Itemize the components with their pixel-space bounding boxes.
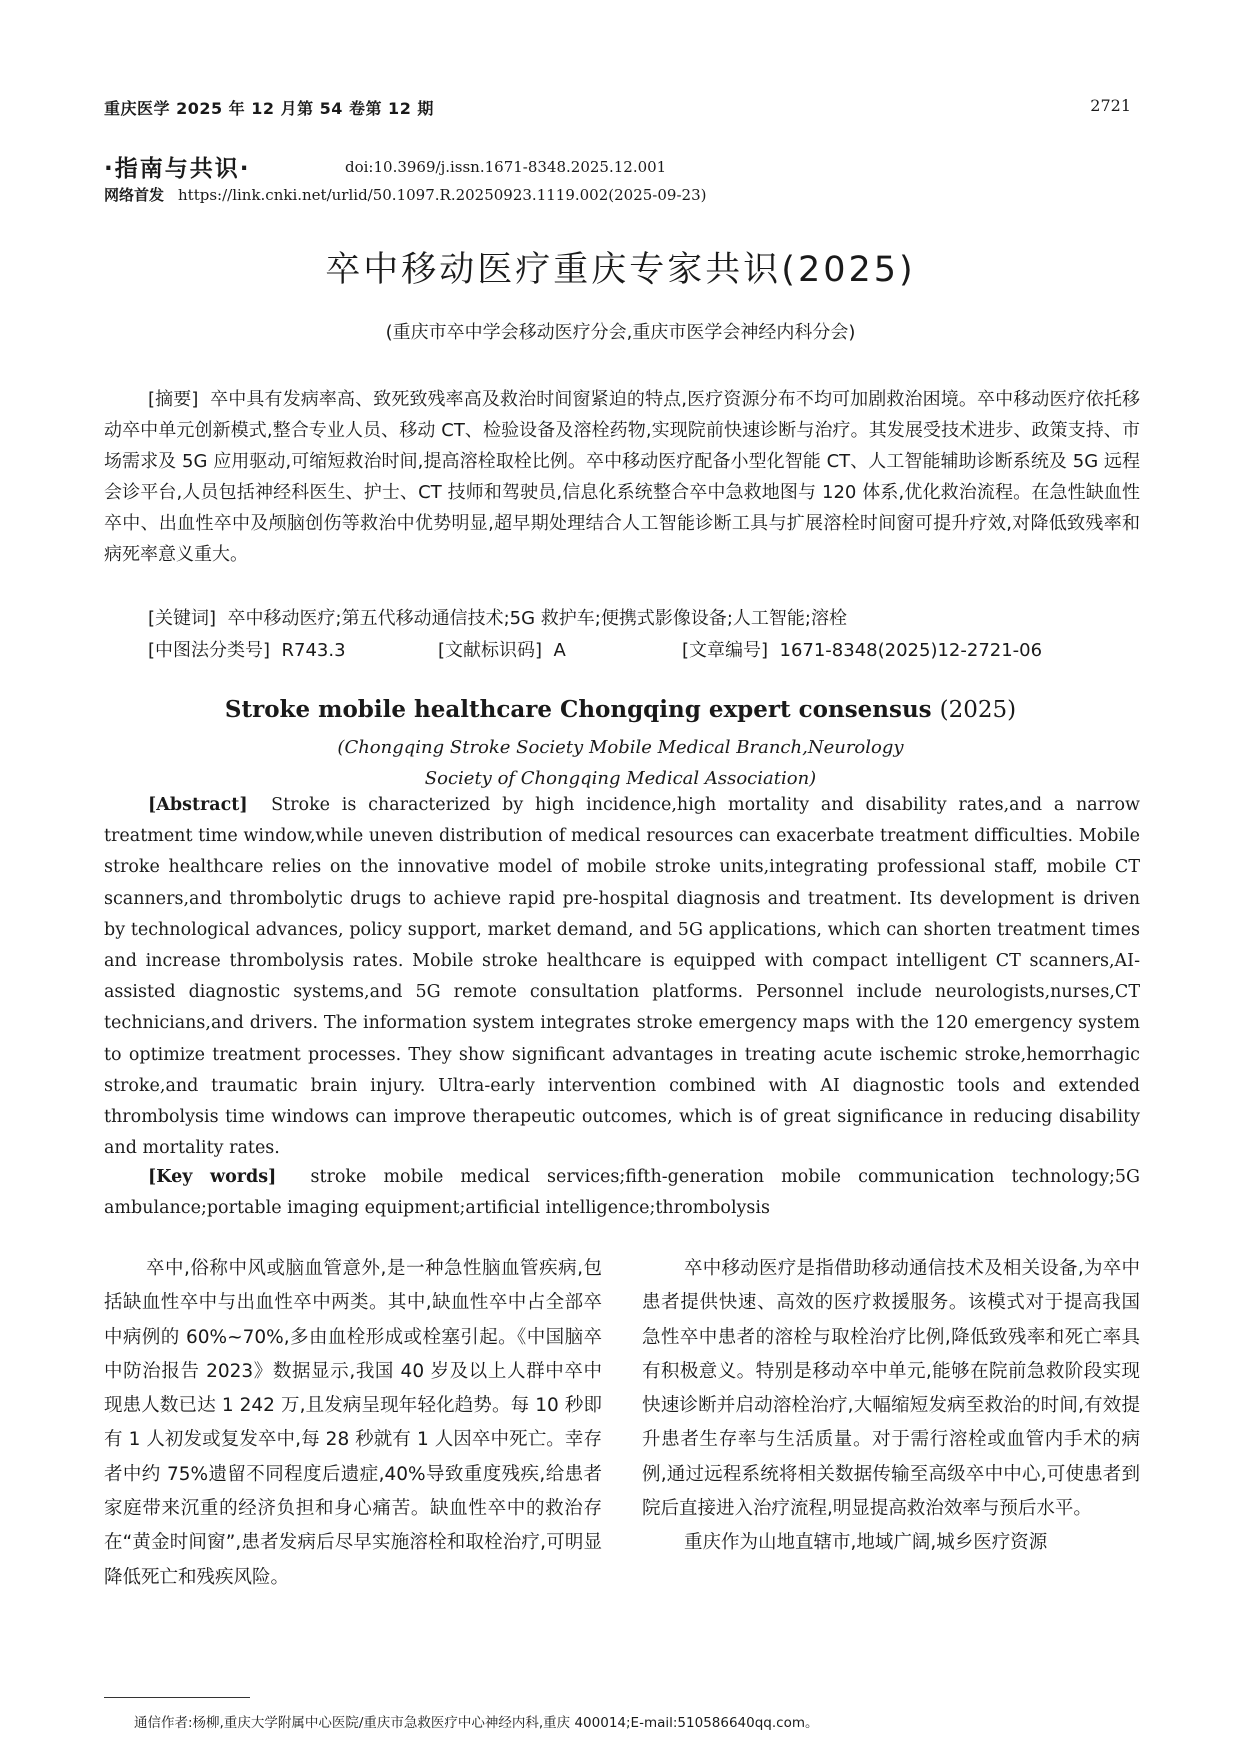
online-first-url: https://link.cnki.net/urlid/50.1097.R.20250923.1119.002(2025-09-23): [178, 186, 707, 204]
clc-code: [148, 636, 438, 662]
doc-code: [438, 636, 682, 662]
page-number: 2721: [1090, 96, 1131, 115]
title-en-year: (2025): [939, 697, 1017, 723]
keywords-cn-label: [关键词]: [148, 608, 217, 629]
correspondence-footnote: 通信作者:杨柳,重庆大学附属中心医院/重庆市急救医疗中心神经内科,重庆 400014;E-mail:510586640qq.com。: [134, 1715, 819, 1731]
doi: doi:10.3969/j.issn.1671-8348.2025.12.001: [345, 158, 667, 176]
authors-en-line2: Society of Chongqing Medical Association): [424, 768, 817, 789]
body-right-column: [642, 1252, 1140, 1561]
title-cn: 卒中移动医疗重庆专家共识(2025): [325, 250, 916, 290]
body-paragraph: 卒中移动医疗是指借助移动通信技术及相关设备,为卒中患者提供快速、高效的医疗救援服务。该模式对于提高我国急性卒中患者的溶栓与取栓治疗比例,降低致残率和死亡率具有积极意义。特别是移动卒中单元,能够在院前急救阶段实现快速诊断并启动溶栓治疗,大幅缩短发病至救治的时间,有效提升患者生存率与生活质量。对于需行溶栓或血管内手术的病例,通过远程系统将相关数据传输至高级卒中中心,可使患者到院后直接进入治疗流程,明显提高救治效率与预后水平。: [642, 1258, 1140, 1520]
body-left-column: [104, 1252, 602, 1595]
doc-value: A: [553, 640, 566, 661]
clc-label: [中图法分类号]: [148, 640, 271, 661]
title-en: [0, 696, 1241, 723]
title-en-main: Stroke mobile healthcare Chongqing expert consensus: [224, 696, 932, 723]
column-tag: ·指南与共识·: [104, 156, 251, 182]
body-paragraph: 重庆作为山地直辖市,地域广阔,城乡医疗资源: [684, 1532, 1048, 1554]
article-number: [682, 636, 1042, 662]
keywords-en: [104, 1162, 1140, 1224]
footnote-divider: [104, 1697, 250, 1698]
keywords-cn-text: 卒中移动医疗;第五代移动通信技术;5G 救护车;便携式影像设备;人工智能;溶栓: [227, 608, 847, 629]
authors-cn: (重庆市卒中学会移动医疗分会,重庆市医学会神经内科分会): [385, 322, 856, 343]
keywords-en-text: stroke mobile medical services;fifth-generation mobile communication technology;5G ambulance;portable imaging equipment;artificial intelligence;thrombolysis: [104, 1167, 1140, 1218]
classification-row: [148, 636, 1148, 662]
authors-en-line1: (Chongqing Stroke Society Mobile Medical Branch,Neurology: [337, 737, 904, 758]
abstract-cn-text: 卒中具有发病率高、致死致残率高及救治时间窗紧迫的特点,医疗资源分布不均可加剧救治困境。卒中移动医疗依托移动卒中单元创新模式,整合专业人员、移动 CT、检验设备及溶栓药物,实现院前快速诊断与治疗。其发展受技术进步、政策支持、市场需求及 5G 应用驱动,可缩短救治时间,提高溶栓取栓比例。卒中移动医疗配备小型化智能 CT、人工智能辅助诊断系统及 5G 远程会诊平台,人员包括神经科医生、护士、CT 技师和驾驶员,信息化系统整合卒中急救地图与 120 体系,优化救治流程。在急性缺血性卒中、出血性卒中及颅脑创伤等救治中优势明显,超早期处理结合人工智能诊断工具与扩展溶栓时间窗可提升疗效,对降低致残率和病死率意义重大。: [104, 389, 1141, 565]
keywords-cn: [148, 604, 847, 630]
abstract-cn-label: [摘要]: [148, 389, 199, 410]
clc-value: R743.3: [281, 640, 346, 661]
abstract-en-label: [Abstract]: [148, 795, 248, 815]
article-label: [文章编号]: [682, 640, 769, 661]
abstract-cn: [104, 384, 1140, 570]
abstract-en: [104, 790, 1140, 1164]
doc-label: [文献标识码]: [438, 640, 543, 661]
keywords-en-label: [Key words]: [148, 1167, 277, 1187]
article-value: 1671-8348(2025)12-2721-06: [779, 640, 1043, 661]
online-first: [104, 184, 706, 205]
authors-en: [0, 732, 1241, 794]
abstract-en-text: Stroke is characterized by high incidence,high mortality and disability rates,and a narrow treatment time window,while uneven distribution of medical resources can exacerbate treatment difficulties. Mobile stroke healthcare relies on the innovative model of mobile stroke units,integrating professional staff, mobile CT scanners,and thrombolytic drugs to achieve rapid pre-hospital diagnosis and treatment. Its development is driven by technological advances, policy support, market demand, and 5G applications, which can shorten treatment times and increase thrombolysis rates. Mobile stroke healthcare is equipped with compact intelligent CT scanners,AI-assisted diagnostic systems,and 5G remote consultation platforms. Personnel include neurologists,nurses,CT technicians,and drivers. The information system integrates stroke emergency maps with the 120 emergency system to optimize treatment processes. They show significant advantages in treating acute ischemic stroke,hemorrhagic stroke,and traumatic brain injury. Ultra-early intervention combined with AI diagnostic tools and extended thrombolysis time windows can improve therapeutic outcomes, which is of great significance in reducing disability and mortality rates.: [104, 795, 1140, 1159]
body-paragraph: 卒中,俗称中风或脑血管意外,是一种急性脑血管疾病,包括缺血性卒中与出血性卒中两类。其中,缺血性卒中占全部卒中病例的 60%~70%,多由血栓形成或栓塞引起。《中国脑卒中防治报告 2023》数据显示,我国 40 岁及以上人群中卒中现患人数已达 1 242 万,且发病呈现年轻化趋势。每 10 秒即有 1 人初发或复发卒中,每 28 秒就有 1 人因卒中死亡。幸存者中约 75%遗留不同程度后遗症,40%导致重度残疾,给患者家庭带来沉重的经济负担和身心痛苦。缺血性卒中的救治存在“黄金时间窗”,患者发病后尽早实施溶栓和取栓治疗,可明显降低死亡和残疾风险。: [104, 1258, 602, 1588]
journal-issue-header: 重庆医学 2025 年 12 月第 54 卷第 12 期: [104, 99, 434, 118]
online-first-label: 网络首发: [104, 186, 165, 204]
